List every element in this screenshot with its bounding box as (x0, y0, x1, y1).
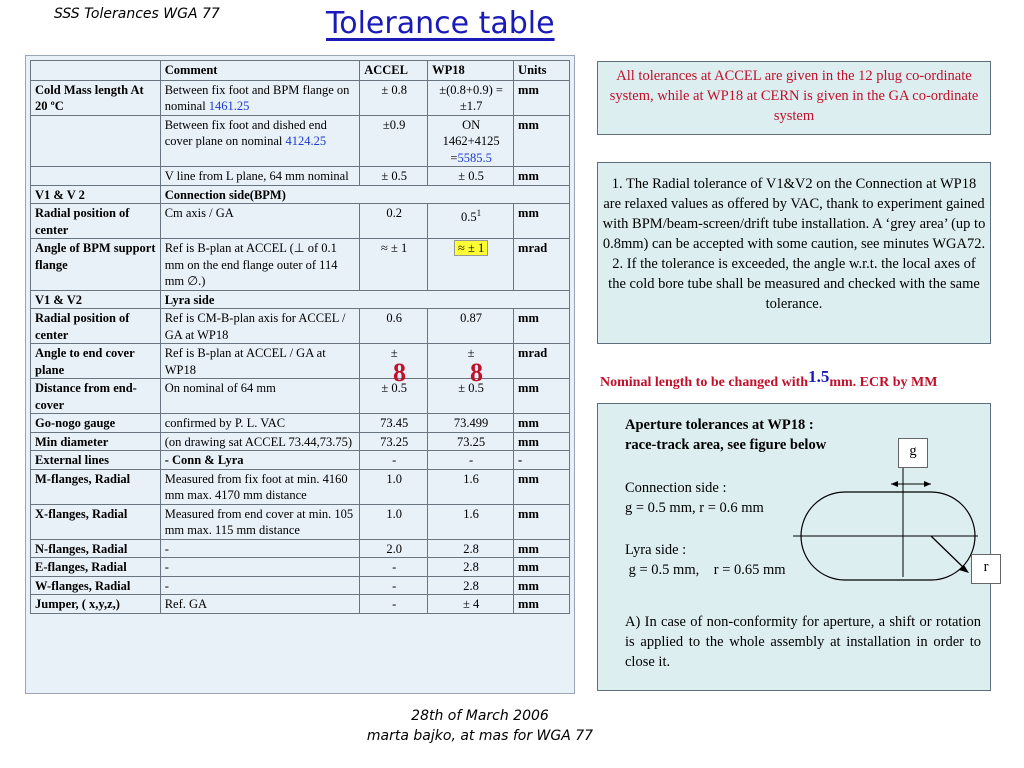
table-cell (514, 576, 570, 595)
lyra-side (625, 540, 786, 580)
cell-text: Distance from end-cover (35, 381, 137, 412)
table-cell (514, 204, 570, 239)
footer-author: marta bajko, at mas for WGA 77 (366, 728, 594, 744)
note-paragraph-1: 1. The Radial tolerance of V1&V2 on the Connection at WP18 are relaxed values as offered by VAC, thank to experiment gained with BPM/beam-screen/drift tube installation. A ‘grey area’ (up to 0.8mm) can be accepted with some caution, see minutes WGA72. (602, 176, 986, 252)
cell-text: Jumper, ( x,y,z,) (35, 597, 120, 611)
cell-text: mm (518, 434, 539, 449)
nominal-sup: 1.5 (808, 367, 830, 386)
table-cell (514, 558, 570, 577)
cell-text: Radial position of center (35, 311, 130, 342)
table-row (31, 344, 570, 379)
table-cell (514, 344, 570, 379)
table-row (31, 432, 570, 451)
cell-text: Measured from fix foot at min. 4160 mm max. 4170 mm distance (164, 471, 348, 502)
table-cell (514, 539, 570, 558)
cell-text: ± (467, 346, 475, 360)
cell-text: Ref is B-plan at ACCEL / GA at WP18 (164, 346, 326, 377)
table-cell (360, 167, 428, 186)
cell-text: Go-nogo gauge (35, 416, 116, 430)
table-cell (160, 80, 360, 115)
cell-text: 1.6 (463, 506, 479, 521)
table-cell (428, 432, 514, 451)
table-cell (514, 167, 570, 186)
cell-text: ≈ ± 1 (381, 241, 408, 255)
table-row (31, 239, 570, 291)
table-cell (428, 595, 514, 614)
table-cell (514, 309, 570, 344)
table-cell (514, 115, 570, 167)
aperture-title-line1: Aperture tolerances at WP18 : (625, 417, 814, 433)
cell-text: mm (518, 381, 539, 395)
note-radial-tolerance (597, 162, 991, 344)
cell-text: mm (518, 117, 539, 132)
table-header: ACCEL (360, 61, 428, 81)
table-cell (428, 504, 514, 539)
cell-text: Ref. GA (164, 597, 208, 611)
table-cell (428, 115, 514, 167)
table-cell (360, 576, 428, 595)
cell-text: mm (518, 578, 539, 593)
table-cell (360, 432, 428, 451)
cell-text: 2.0 (386, 541, 402, 556)
cell-text: 2.8 (463, 578, 479, 593)
page-title: Tolerance table (326, 6, 555, 41)
table-cell (360, 309, 428, 344)
table-cell (31, 115, 161, 167)
overlay-eight-accel: 8 (393, 358, 406, 387)
nominal-text-after: mm. ECR by MM (829, 375, 938, 390)
table-cell (31, 595, 161, 614)
table-cell (31, 469, 161, 504)
note-coordinate-systems: All tolerances at ACCEL are given in the 12 plug co-ordinate system, while at WP18 at CERN is given in the GA co-ordinate system (597, 61, 991, 135)
table-cell (31, 204, 161, 239)
table-row (31, 115, 570, 167)
cell-text: Ref is CM-B-plan axis for ACCEL / GA at WP18 (164, 311, 346, 342)
cell-text: 0.2 (386, 206, 402, 220)
table-cell (428, 539, 514, 558)
table-cell (514, 469, 570, 504)
cell-text: 73.25 (457, 434, 486, 449)
table-cell (428, 80, 514, 115)
table-section-row (31, 290, 570, 309)
cell-text: mm (518, 311, 539, 325)
table-cell (428, 414, 514, 433)
table-cell (31, 309, 161, 344)
table-cell (514, 504, 570, 539)
nonconformity-note: A) In case of non-conformity for aperture, a shift or rotation is applied to the whole assembly at installation in order to close it. (625, 614, 981, 670)
table-cell (428, 451, 514, 470)
nominal-length-note (600, 367, 937, 391)
cell-text: 1.6 (463, 471, 479, 486)
header-subtitle: SSS Tolerances WGA 77 (54, 6, 220, 22)
connection-side (625, 478, 764, 518)
cell-text: 0.6 (386, 311, 402, 325)
tolerance-table (30, 60, 570, 614)
race-track-figure (793, 432, 983, 602)
table-cell (514, 432, 570, 451)
cell-text: ±(0.8+0.9) = ±1.7 (439, 82, 503, 113)
table-cell (428, 204, 514, 239)
connection-side-label: Connection side : (625, 480, 727, 496)
cell-text: Angle to end cover plane (35, 346, 135, 377)
table-cell (160, 451, 360, 470)
cell-text: mm (518, 206, 539, 220)
cell-text: ± 0.5 (381, 381, 407, 395)
table-cell (160, 558, 360, 577)
table-row (31, 167, 570, 186)
cell-text: - (392, 453, 397, 467)
cell-text: 73.25 (380, 434, 409, 449)
cell-text: N-flanges, Radial (35, 541, 128, 556)
cell-text: mm (518, 169, 539, 183)
table-cell (31, 379, 161, 414)
cell-text: Measured from end cover at min. 105 mm max. 115 mm distance (164, 506, 354, 537)
table-cell (160, 504, 360, 539)
cell-text: W-flanges, Radial (35, 578, 131, 593)
cell-text: - (164, 541, 169, 556)
cell-text: 73.499 (453, 416, 489, 430)
table-cell (160, 239, 360, 291)
table-cell (160, 379, 360, 414)
table-cell (31, 558, 161, 577)
cell-text: ≈ ± 1 (454, 240, 488, 256)
r-label-box: r (971, 554, 1001, 584)
cell-text: V1 & V 2 (35, 187, 85, 202)
cell-text: mrad (518, 346, 548, 360)
table-header (31, 61, 161, 81)
table-cell (428, 309, 514, 344)
table-cell (160, 309, 360, 344)
table-row (31, 504, 570, 539)
table-cell (514, 379, 570, 414)
cell-text: Min diameter (35, 434, 109, 449)
table-cell (31, 239, 161, 291)
table-cell (360, 451, 428, 470)
table-row (31, 539, 570, 558)
cell-text: Ref is B-plan at ACCEL (⊥ of 0.1 mm on the end flange outer of 114 mm ∅.) (164, 241, 338, 288)
cell-text: - Conn & Lyra (164, 453, 244, 467)
table-cell (360, 80, 428, 115)
cell-footnote-mark: 1 (476, 208, 482, 218)
table-row (31, 469, 570, 504)
table-header-row (31, 61, 570, 81)
footer (300, 706, 660, 746)
table-cell (160, 344, 360, 379)
table-cell (160, 167, 360, 186)
cell-text: mm (518, 471, 539, 486)
lyra-side-label: Lyra side : (625, 542, 687, 558)
table-cell (360, 595, 428, 614)
table-header: Units (514, 61, 570, 81)
g-arrow-left (891, 481, 898, 487)
cell-text: (on drawing sat ACCEL 73.44,73.75) (164, 434, 353, 449)
cell-text: Cold Mass length At 20 ºC (35, 82, 144, 113)
table-row (31, 204, 570, 239)
cell-text: mm (518, 416, 539, 430)
table-cell (31, 290, 161, 309)
cell-text: ± 0.5 (458, 381, 484, 395)
table-cell (360, 204, 428, 239)
cell-text: ON 1462+4125 = (442, 117, 500, 165)
cell-nominal-value: 4124.25 (285, 134, 327, 148)
table-cell (514, 595, 570, 614)
table-cell (31, 539, 161, 558)
table-header: Comment (160, 61, 360, 81)
cell-text: Between fix foot and BPM flange on nominal (164, 82, 350, 113)
table-row (31, 558, 570, 577)
aperture-tolerance-panel (597, 403, 991, 691)
cell-text: On nominal of 64 mm (164, 381, 276, 395)
table-cell (360, 469, 428, 504)
table-cell (160, 414, 360, 433)
table-cell (514, 239, 570, 291)
cell-text: Between fix foot and dished end cover plane on nominal (164, 117, 327, 148)
g-arrow-right (924, 481, 931, 487)
table-cell (31, 80, 161, 115)
table-cell (514, 451, 570, 470)
table-cell (428, 558, 514, 577)
cell-total-value: 5585.5 (457, 150, 492, 165)
cell-nominal-value: 1461.25 (208, 99, 250, 113)
cell-text: X-flanges, Radial (35, 506, 128, 521)
cell-text: ±0.9 (382, 117, 406, 132)
table-cell (160, 469, 360, 504)
aperture-title-line2: race-track area, see figure below (625, 437, 827, 453)
cell-text: mm (518, 82, 539, 97)
cell-text: mm (518, 597, 539, 611)
table-row (31, 379, 570, 414)
cell-text: - (469, 453, 474, 467)
table-header: WP18 (428, 61, 514, 81)
cell-text: ± 0.8 (381, 82, 407, 97)
table-cell (160, 539, 360, 558)
cell-text: confirmed by P. L. VAC (164, 416, 286, 430)
cell-text: mrad (518, 241, 548, 255)
table-cell (360, 115, 428, 167)
table-cell (31, 344, 161, 379)
cell-text: V line from L plane, 64 mm nominal (164, 169, 349, 183)
cell-text: - (518, 453, 523, 467)
cell-text: - (392, 597, 397, 611)
cell-text: M-flanges, Radial (35, 471, 131, 486)
table-cell (160, 204, 360, 239)
table-cell (360, 414, 428, 433)
connection-side-value: g = 0.5 mm, r = 0.6 mm (625, 500, 764, 516)
cell-text: Radial position of center (35, 206, 130, 237)
cell-text: - (392, 578, 397, 593)
table-row (31, 595, 570, 614)
cell-text: - (164, 560, 169, 574)
cell-text: mm (518, 541, 539, 556)
table-cell (31, 451, 161, 470)
table-row (31, 309, 570, 344)
table-cell (428, 239, 514, 291)
cell-text: Cm axis / GA (164, 206, 234, 220)
table-cell (360, 239, 428, 291)
cell-text: mm (518, 506, 539, 521)
table-cell (31, 414, 161, 433)
table-cell (31, 185, 161, 204)
cell-text: ± 0.5 (458, 169, 484, 183)
table-cell (160, 290, 569, 309)
cell-text: - (164, 578, 169, 593)
table-cell (160, 432, 360, 451)
table-cell (514, 414, 570, 433)
table-cell (514, 80, 570, 115)
cell-text: 0.5 (461, 210, 477, 225)
cell-text: ± 0.5 (381, 169, 407, 183)
table-cell (31, 432, 161, 451)
table-row (31, 451, 570, 470)
table-cell (160, 595, 360, 614)
nominal-text-before: Nominal length to be changed with (600, 375, 809, 390)
cell-text: V1 & V2 (35, 292, 82, 307)
r-radius-line (931, 536, 965, 569)
r-arrow-head (959, 565, 969, 573)
cell-text: Angle of BPM support flange (35, 241, 156, 272)
g-label-box: g (898, 438, 928, 468)
table-cell (160, 115, 360, 167)
cell-text: 1.0 (386, 506, 402, 521)
tolerance-table-panel (25, 55, 575, 694)
table-cell (360, 504, 428, 539)
cell-text: 73.45 (380, 416, 409, 430)
cell-text: External lines (35, 453, 109, 467)
table-cell (31, 167, 161, 186)
note-paragraph-2: 2. If the tolerance is exceeded, the angle w.r.t. the local axes of the cold bore tube shall be measured and checked with the same tolerance. (608, 256, 980, 312)
table-row (31, 576, 570, 595)
overlay-eight-wp18: 8 (470, 358, 483, 387)
table-cell (31, 504, 161, 539)
table-cell (428, 576, 514, 595)
table-cell (428, 469, 514, 504)
table-row (31, 414, 570, 433)
cell-text: 2.8 (463, 541, 479, 556)
table-section-row (31, 185, 570, 204)
cell-text: - (392, 560, 397, 574)
cell-text: 2.8 (463, 560, 479, 574)
table-cell (160, 185, 569, 204)
cell-text: 1.0 (386, 471, 402, 486)
cell-text: ± 4 (462, 597, 480, 611)
table-cell (160, 576, 360, 595)
cell-text: ± (390, 346, 398, 360)
cell-text: mm (518, 560, 539, 574)
table-cell (360, 539, 428, 558)
cell-text: Lyra side (164, 292, 215, 307)
table-cell (31, 576, 161, 595)
cell-text: E-flanges, Radial (35, 560, 127, 574)
table-body (31, 80, 570, 613)
lyra-side-value: g = 0.5 mm, r = 0.65 mm (625, 562, 786, 578)
table-cell (360, 558, 428, 577)
table-row (31, 80, 570, 115)
footer-date: 28th of March 2006 (411, 708, 549, 724)
cell-text: Connection side(BPM) (164, 187, 286, 202)
table-cell (428, 167, 514, 186)
cell-text: 0.87 (460, 311, 483, 325)
